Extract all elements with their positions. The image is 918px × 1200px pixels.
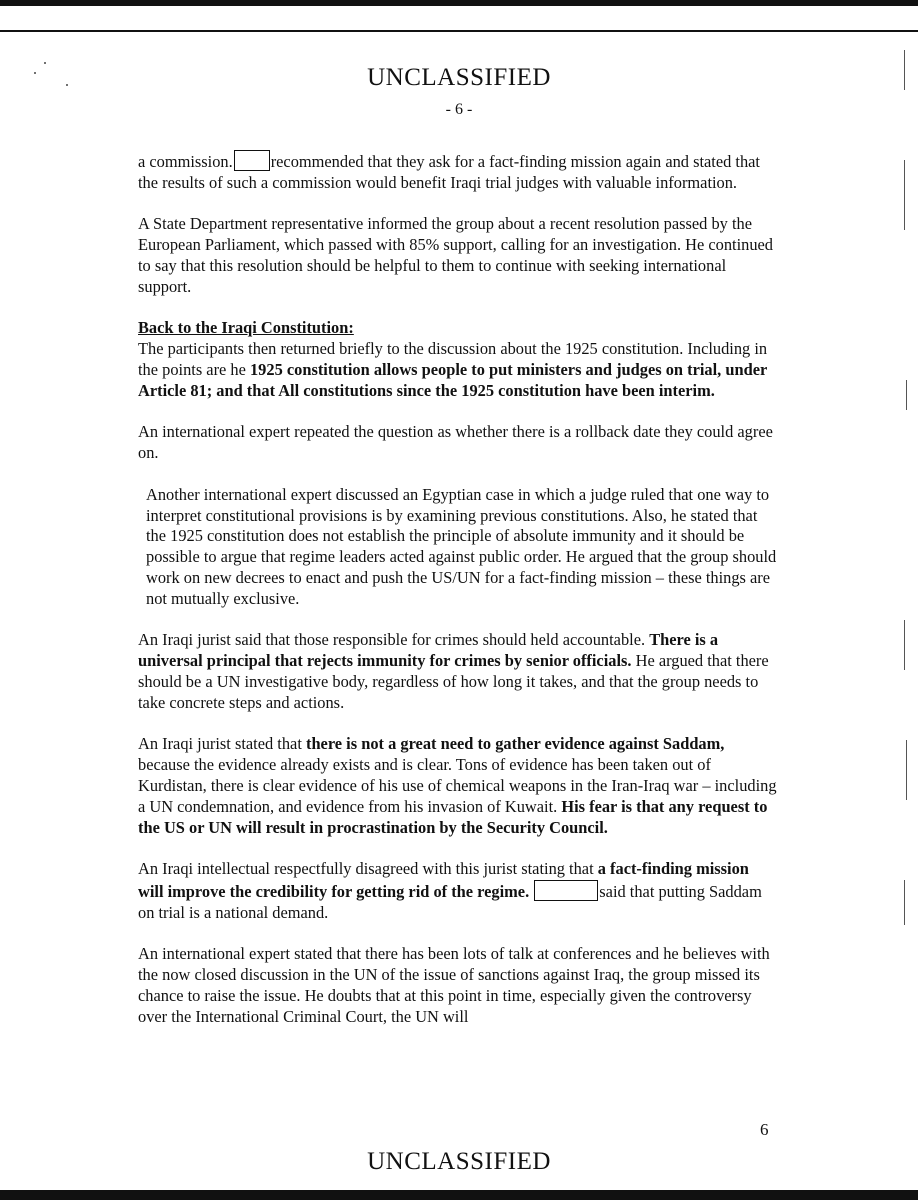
paragraph-1 — [138, 150, 778, 194]
bold-text: a fact-finding mission will improve the credibility for getting rid of the regime. — [138, 859, 749, 901]
scan-bottom-border — [0, 1190, 918, 1200]
paragraph-7 — [138, 734, 778, 838]
paragraph-2: A State Department representative informed the group about a recent resolution passed by the European Parliament, which passed with 85% support, calling for an investigation. He continued to say that this resolution should be helpful to them to continue with seeking international support. — [138, 214, 773, 296]
paragraph-text: The participants then returned briefly to the discussion about the 1925 constitution. Including in the points are he — [138, 339, 768, 379]
bold-text: 1925 constitution allows people to put ministers and judges on trial, under Article 81; and that All constitutions since the 1925 constitution have been interim. — [138, 359, 767, 400]
scan-edge-mark — [906, 380, 907, 410]
paragraph-text: because the evidence already exists and is clear. Tons of evidence has been taken out of Kurdistan, there is clear evidence of his use of chemical weapons in the Iran-Iraq war – including a UN condemnation, and evidence from his invasion of Kuwait. — [138, 755, 777, 816]
redaction-box — [534, 880, 598, 901]
scan-edge-mark — [904, 880, 905, 925]
paragraph-3 — [138, 318, 778, 401]
paragraph-5: Another international expert discussed an Egyptian case in which a judge ruled that one way to interpret constitutional provisions is by examining previous constitutions. Also, he stated that the 1925 constitution does not establish the principle of absolute immunity and it should be possible to argue that regime leaders acted against public order. He argued that the group should work on new decrees to enact and push the US/UN for a fact-finding mission – these things are not mutually exclusive. — [146, 484, 777, 608]
paragraph-text: An Iraqi jurist stated that — [138, 734, 302, 754]
page-marker: - 6 - — [445, 101, 473, 118]
bold-text: there is not a great need to gather evidence against Saddam, — [305, 734, 725, 754]
paragraph-text: recommended that they ask for a fact-finding mission again and stated that the results of such a commission would benefit Iraqi trial judges with valuable information. — [138, 152, 760, 192]
document-body — [138, 150, 778, 1048]
scan-edge-mark — [904, 620, 905, 670]
paragraph-6 — [138, 630, 778, 713]
scan-top-rule — [0, 30, 918, 32]
page-number: 6 — [760, 1120, 769, 1139]
paragraph-text: said that putting Saddam on trial is a national demand. — [138, 881, 762, 922]
paragraph-text: a commission. — [138, 152, 233, 171]
classification-footer: UNCLASSIFIED — [367, 1148, 551, 1175]
paragraph-8 — [138, 859, 778, 923]
bold-text: His fear is that any request to the US or UN will result in procrastination by the Security Council. — [138, 796, 768, 837]
redaction-box — [234, 150, 270, 171]
paragraph-4: An international expert repeated the question as whether there is a rollback date they could agree on. — [138, 422, 773, 463]
paragraph-text: He argued that there should be a UN investigative body, regardless of how long it takes, and that the group needs to take concrete steps and actions. — [138, 651, 769, 712]
scan-edge-mark — [906, 740, 907, 800]
paragraph-text: An Iraqi jurist said that those responsible for crimes should held accountable. — [138, 630, 646, 650]
scan-top-border — [0, 0, 918, 6]
section-heading: Back to the Iraqi Constitution: — [138, 318, 354, 338]
paragraph-text: An Iraqi intellectual respectfully disagreed with this jurist stating that — [138, 859, 594, 879]
bold-text: There is a universal principal that rejects immunity for crimes by senior officials. — [138, 630, 719, 671]
scan-edge-mark — [904, 160, 905, 230]
paragraph-9: An international expert stated that there has been lots of talk at conferences and he believes with the now closed discussion in the UN of the issue of sanctions against Iraq, the group missed its chance to raise the issue. He doubts that at this point in time, especially given the controversy over the International Criminal Court, the UN will — [138, 944, 770, 1026]
classification-header: UNCLASSIFIED — [367, 64, 551, 91]
